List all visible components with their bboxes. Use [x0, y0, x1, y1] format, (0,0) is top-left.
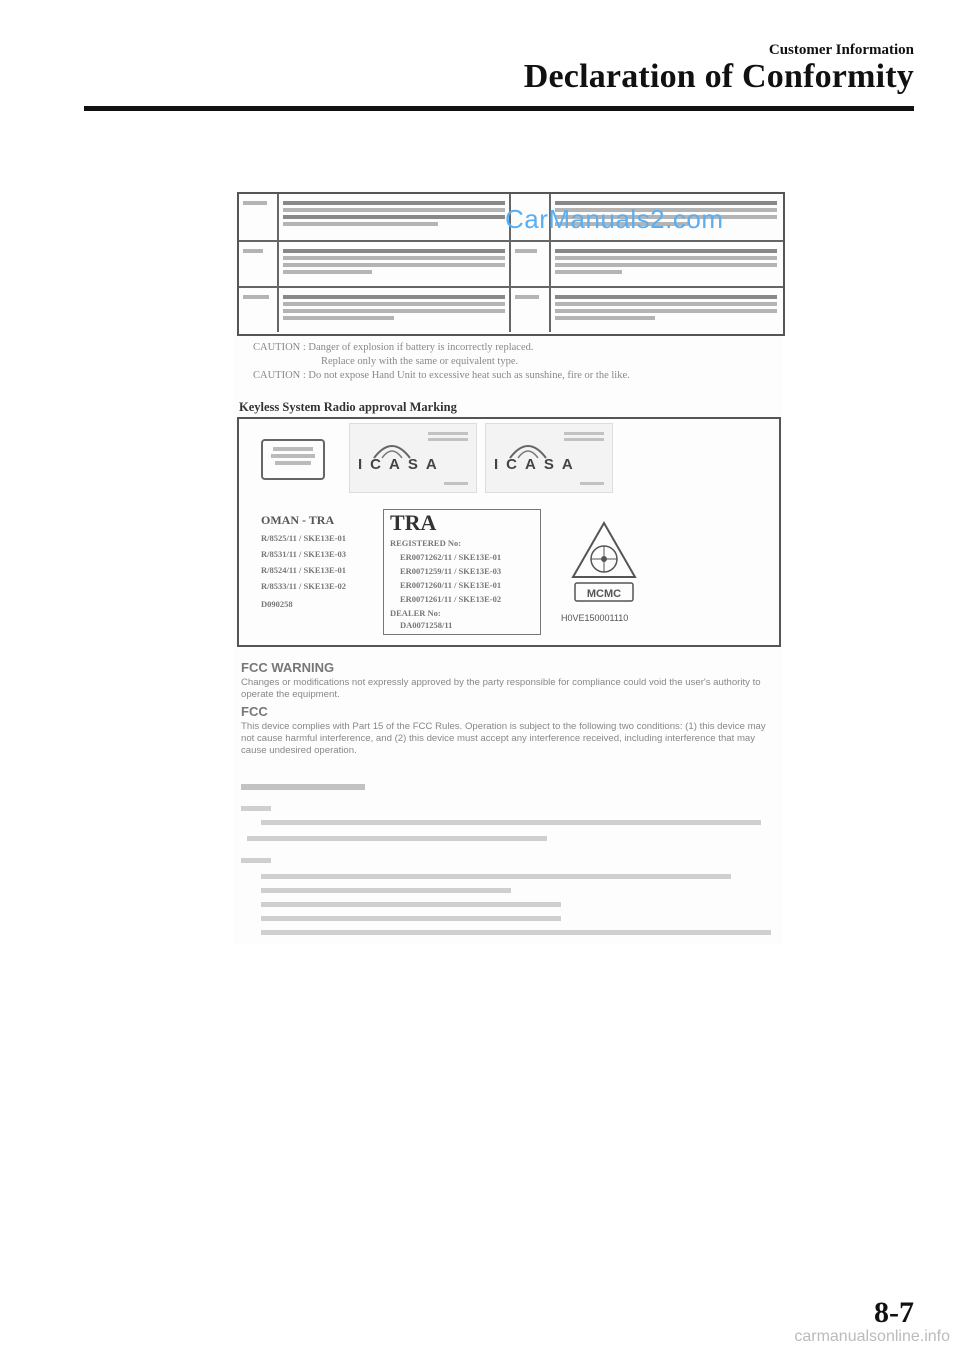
caution-line: Replace only with the same or equivalent type. [321, 356, 519, 367]
fcc-title: FCC [241, 704, 268, 719]
mcmc-code: H0VE150001110 [561, 613, 629, 623]
mcmc-logo-icon [569, 519, 639, 609]
section-label: Customer Information [768, 42, 914, 58]
scanned-declaration-image [233, 190, 783, 945]
page-number: 8-7 [874, 1296, 914, 1329]
tra-code: ER0071261/11 / SKE13E-02 [400, 594, 502, 604]
footer-watermark: carmanualsonline.info [794, 1328, 950, 1345]
oman-code: R/8524/11 / SKE13E-01 [261, 565, 347, 575]
caution-line: CAUTION : Danger of explosion if battery is incorrectly replaced. [253, 342, 534, 353]
approval-marking-box [237, 417, 781, 647]
table-row [239, 242, 783, 288]
tra-code: ER0071260/11 / SKE13E-01 [400, 580, 502, 590]
icasa-text: ICASA [494, 456, 581, 473]
tra-registration-box [383, 509, 541, 635]
tra-code: ER0071262/11 / SKE13E-01 [400, 552, 502, 562]
fcc-warning-title: FCC WARNING [241, 660, 335, 675]
oman-code: R/8525/11 / SKE13E-01 [261, 533, 347, 543]
oman-tra-title: OMAN - TRA [261, 513, 335, 527]
tra-registered-label: REGISTERED No: [390, 538, 462, 548]
fcc-text: This device complies with Part 15 of the FCC Rules. Operation is subject to the following two conditions: (1) this device may not cause harmful interference, and (2) this device must accept any interference received, including interference that may cause undesired operation. [241, 721, 766, 756]
icasa-text: ICASA [358, 456, 445, 473]
oman-code: D090258 [261, 599, 293, 609]
keyless-approval-title: Keyless System Radio approval Marking [239, 400, 457, 414]
tra-dealer-code: DA0071258/11 [400, 620, 453, 630]
caution-line: CAUTION : Do not expose Hand Unit to excessive heat such as sunshine, fire or the like. [253, 370, 630, 381]
table-row [239, 288, 783, 332]
icasa-label [349, 423, 477, 493]
oman-code: R/8533/11 / SKE13E-02 [261, 581, 347, 591]
fcc-warning-text: Changes or modifications not expressly approved by the party responsible for compliance could void the user's authority to operate the equipment. [241, 677, 761, 700]
oman-code: R/8531/11 / SKE13E-03 [261, 549, 347, 559]
page-title: Declaration of Conformity [523, 58, 914, 95]
comply-label [261, 439, 325, 480]
icasa-label [485, 423, 613, 493]
watermark: CarManuals2.com [505, 204, 724, 234]
svg-text:MCMC: MCMC [586, 588, 622, 600]
header-rule [84, 106, 914, 111]
tra-title: TRA [390, 510, 437, 535]
tra-code: ER0071259/11 / SKE13E-03 [400, 566, 502, 576]
tra-dealer-label: DEALER No: [390, 608, 441, 618]
